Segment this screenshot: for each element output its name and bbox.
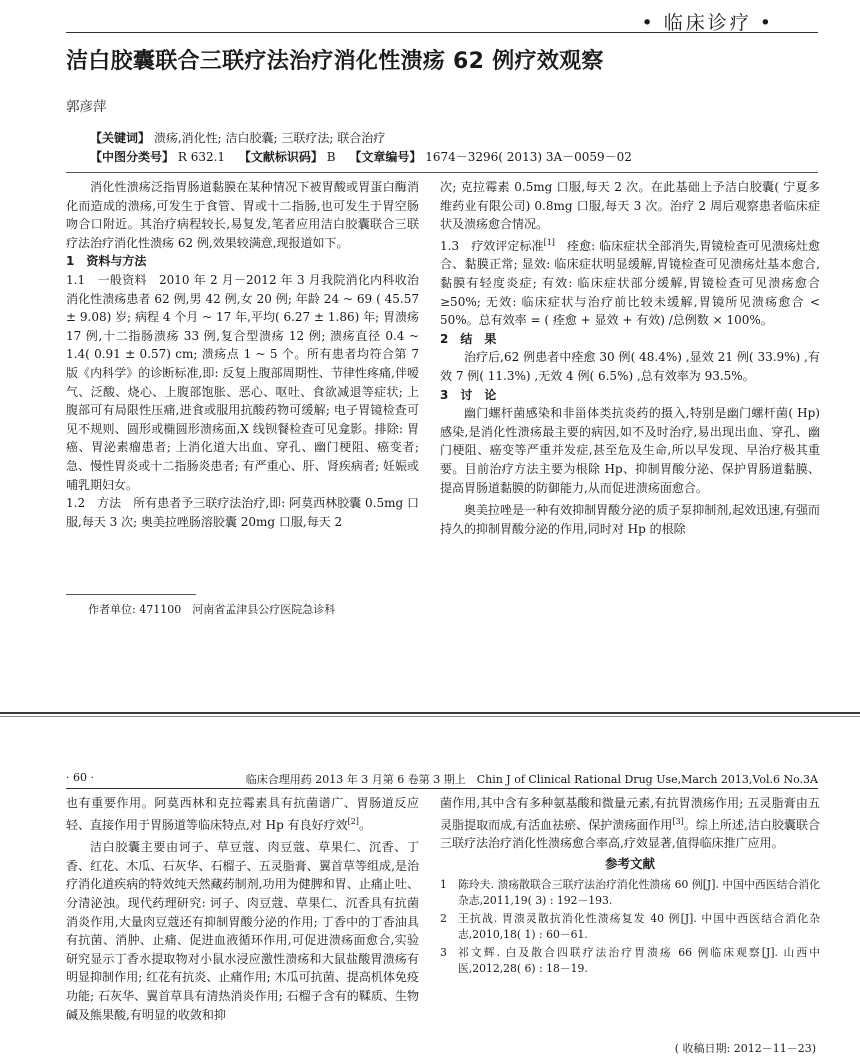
reference-number: 3 <box>440 946 447 960</box>
conclusion-text: 菌作用,其中含有多种氨基酸和微量元素,有抗胃溃疡作用; 五灵脂膏由五灵脂提取而成,有活血祛瘀、保护溃疡面作用 <box>440 796 820 832</box>
paragraph-criteria <box>440 234 820 330</box>
classification-line <box>66 148 818 166</box>
criteria-heading: 1.3 疗效评定标准 <box>440 238 544 253</box>
keywords-line <box>66 129 818 147</box>
page2-header-rule <box>66 788 818 789</box>
reference-item <box>440 945 820 977</box>
reference-list <box>440 877 820 977</box>
heading-discussion: 3 讨 论 <box>440 387 497 402</box>
clc-value: R 632.1 <box>177 150 226 164</box>
reference-text: 祁文辉. 白及散合四联疗法治疗胃溃疡 66 例临床观察[J]. 山西中医,2012,28( 6) : 18－19. <box>458 946 820 976</box>
author: 郭彦萍 <box>66 99 107 115</box>
paragraph-general-data: 1.1 一般资料 2010 年 2 月－2012 年 3 月我院消化内科收治消化性溃疡患者 62 例,男 42 例,女 20 例; 年龄 24 ~ 69 ( 45.57 ± 9.08) 岁; 病程 4 个月 ~ 17 年,平均( 6.27 ± 1.86) 年; 胃溃疡 17 例,十二指肠溃疡 33 例,复合型溃疡 12 例; 溃疡直径 0.4 ~ 1.4( 0.91 ± 0.57) cm; 溃疡点 1 ~ 5 个。所有患者均符合第 7 版《内科学》的诊断标准,即: 反复上腹部周期性、节律性疼痛,伴嗳气、泛酸、烧心、上腹部饱胀、恶心、呕吐、食欲减退等症状; 上腹部可有局限性压痛,进食或服用抗酸药物可缓解; 电子胃镜检查可见不规则、圆形或椭圆形溃疡面,X 线钡餐检查可见龛影。排除: 胃癌、胃泌素瘤患者; 上消化道大出血、穿孔、幽门梗阻、癌变者; 急、慢性胃炎或十二指肠炎患者; 有严重心、肝、肾疾病者; 妊娠或哺乳期妇女。 <box>66 272 419 492</box>
intro-paragraph: 消化性溃疡泛指胃肠道黏膜在某种情况下被胃酸或胃蛋白酶消化而造成的溃疡,可发生于食管、胃或十二指肠,也可发生于胃空肠吻合口附近。其治疗病程较长,易复发,笔者应用洁白胶囊联合三联疗法治疗消化性溃疡 62 例,效果较满意,现报道如下。 <box>66 180 419 250</box>
article-no-label: 【文章编号】 <box>349 150 422 164</box>
antibiotics-end: 。 <box>358 817 371 832</box>
paragraph-methods-cont: 次; 克拉霉素 0.5mg 口服,每天 2 次。在此基础上予洁白胶囊( 宁夏多维药业有限公司) 0.8mg 口服,每天 3 次。治疗 2 周后观察患者临床症状及溃疡愈合情况。 <box>440 180 820 232</box>
page-number: · 60 · <box>66 771 94 784</box>
paragraph-jiebai-capsule: 洁白胶囊主要由诃子、草豆蔻、肉豆蔻、草果仁、沉香、丁香、红花、木瓜、石灰华、石榴子、五灵脂膏、翼首草等组成,是治疗消化道疾病的特效纯天然藏药制剂,功用为健脾和胃、止痛止吐、分清泌浊。现代药理研究: 诃子、肉豆蔻、草果仁、沉香具有抗菌消炎作用,大量肉豆蔻还有抑制胃酸分泌的作用; 丁香中的丁香油具有抗菌、消肿、止痛、促进血液循环作用,可促进溃疡面愈合,实验研究显示丁香水提取物对小鼠水浸应激性溃疡和大鼠盐酸胃溃疡有明显抑制作用; 红花有抗炎、止痛作用; 木瓜可抗菌、提高机体免疫功能; 石灰华、翼首草具有清热消炎作用; 石榴子含有的鞣质、生物碱及熊果酸,有明显的收敛和抑 <box>66 840 419 1022</box>
paragraph-discussion-1: 幽门螺杆菌感染和非甾体类抗炎药的摄入,特别是幽门螺杆菌( Hp) 感染,是消化性溃疡最主要的病因,如不及时治疗,易出现出血、穿孔、幽门梗阻、癌变等严重并发症,甚至危及生命,所以早发现、早治疗极其重要。目前治疗方法主要为根除 Hp、抑制胃酸分泌、保护胃肠道黏膜、提高胃肠道黏膜的防御能力,从而促进溃疡面愈合。 <box>440 406 820 495</box>
doc-code-label: 【文献标识码】 <box>238 150 323 164</box>
doc-code-value: B <box>326 150 336 164</box>
reference-text: 陈玲夫. 溃疡散联合三联疗法治疗消化性溃疡 60 例[J]. 中国中西医结合消化杂志,2011,19( 3) : 192－193. <box>458 878 820 908</box>
author-affiliation: 作者单位: 471100 河南省孟津县公疗医院急诊科 <box>88 603 336 616</box>
paragraph-discussion-2: 奥美拉唑是一种有效抑制胃酸分泌的质子泵抑制剂,起效迅速,有强而持久的抑制胃酸分泌的作用,同时对 Hp 的根除 <box>440 503 820 536</box>
keywords: 溃疡,消化性; 洁白胶囊; 三联疗法; 联合治疗 <box>153 131 386 145</box>
conclusion-end: 。综上所述,洁白胶囊联合三联疗法治疗消化性溃疡愈合率高,疗效显著,值得临床推广应用。 <box>440 817 820 851</box>
reference-item <box>440 877 820 909</box>
heading-results: 2 结 果 <box>440 331 497 346</box>
reference-item <box>440 911 820 943</box>
article-title: 洁白胶囊联合三联疗法治疗消化性溃疡 62 例疗效观察 <box>66 49 604 74</box>
section-tag: • 临床诊疗 • <box>634 8 782 35</box>
reference-number: 2 <box>440 912 447 926</box>
reference-text: 王抗战. 胃溃灵散抗消化性溃疡复发 40 例[J]. 中国中西医结合消化杂志,2010,18( 1) : 60－61. <box>458 912 820 942</box>
citation-2: [2] <box>347 816 359 826</box>
criteria-body: 痊愈: 临床症状全部消失,胃镜检查可见溃疡灶愈合、黏膜正常; 显效: 临床症状明显缓解,胃镜检查可见溃疡灶基本愈合,黏膜有轻度炎症; 有效: 临床症状部分缓解,胃镜检查可见溃疡愈合≥50%; 无效: 临床症状与治疗前比较未缓解,胃镜所见溃疡愈合 < 50%。总有效率 = ( 痊愈 + 显效 + 有效) /总例数 × 100%。 <box>440 238 820 328</box>
reference-number: 1 <box>440 878 447 892</box>
paragraph-antibiotics <box>66 794 419 834</box>
page2-right-column <box>440 794 820 977</box>
page2-left-column <box>66 794 419 1024</box>
page-separator <box>0 712 860 714</box>
keywords-label: 【关键词】 <box>90 131 151 145</box>
footnote-rule <box>66 594 196 595</box>
article-no-value: 1674－3296( 2013) 3A－0059－02 <box>425 150 632 164</box>
top-rule <box>66 32 818 33</box>
received-date: ( 收稿日期: 2012－11－23) <box>674 1042 816 1055</box>
page1-left-column <box>66 178 419 531</box>
citation-3: [3] <box>672 816 684 826</box>
paragraph-results: 治疗后,62 例患者中痊愈 30 例( 48.4%) ,显效 21 例( 33.9%) ,有效 7 例( 11.3%) ,无效 4 例( 6.5%) ,总有效率为 93.5%。 <box>440 350 820 383</box>
references-heading: 参考文献 <box>604 855 655 871</box>
antibiotics-text: 也有重要作用。阿莫西林和克拉霉素具有抗菌谱广、胃肠道反应轻、直接作用于胃肠道等临床特点,对 Hp 有良好疗效 <box>66 796 419 832</box>
journal-header: 临床合理用药 2013 年 3 月第 6 卷第 3 期上 Chin J of Clinical Rational Drug Use,March 2013,Vol.6 No.3A <box>245 773 818 786</box>
page1-right-column <box>440 178 820 538</box>
paragraph-methods: 1.2 方法 所有患者予三联疗法治疗,即: 阿莫西林胶囊 0.5mg 口服,每天 3 次; 奥美拉唑肠溶胶囊 20mg 口服,每天 2 <box>66 496 419 529</box>
citation-1: [1] <box>543 237 555 247</box>
heading-materials-methods: 1 资料与方法 <box>66 254 147 269</box>
clc-label: 【中图分类号】 <box>90 150 175 164</box>
paragraph-conclusion <box>440 794 820 853</box>
meta-rule <box>66 172 818 173</box>
page-separator-thin <box>0 716 860 717</box>
